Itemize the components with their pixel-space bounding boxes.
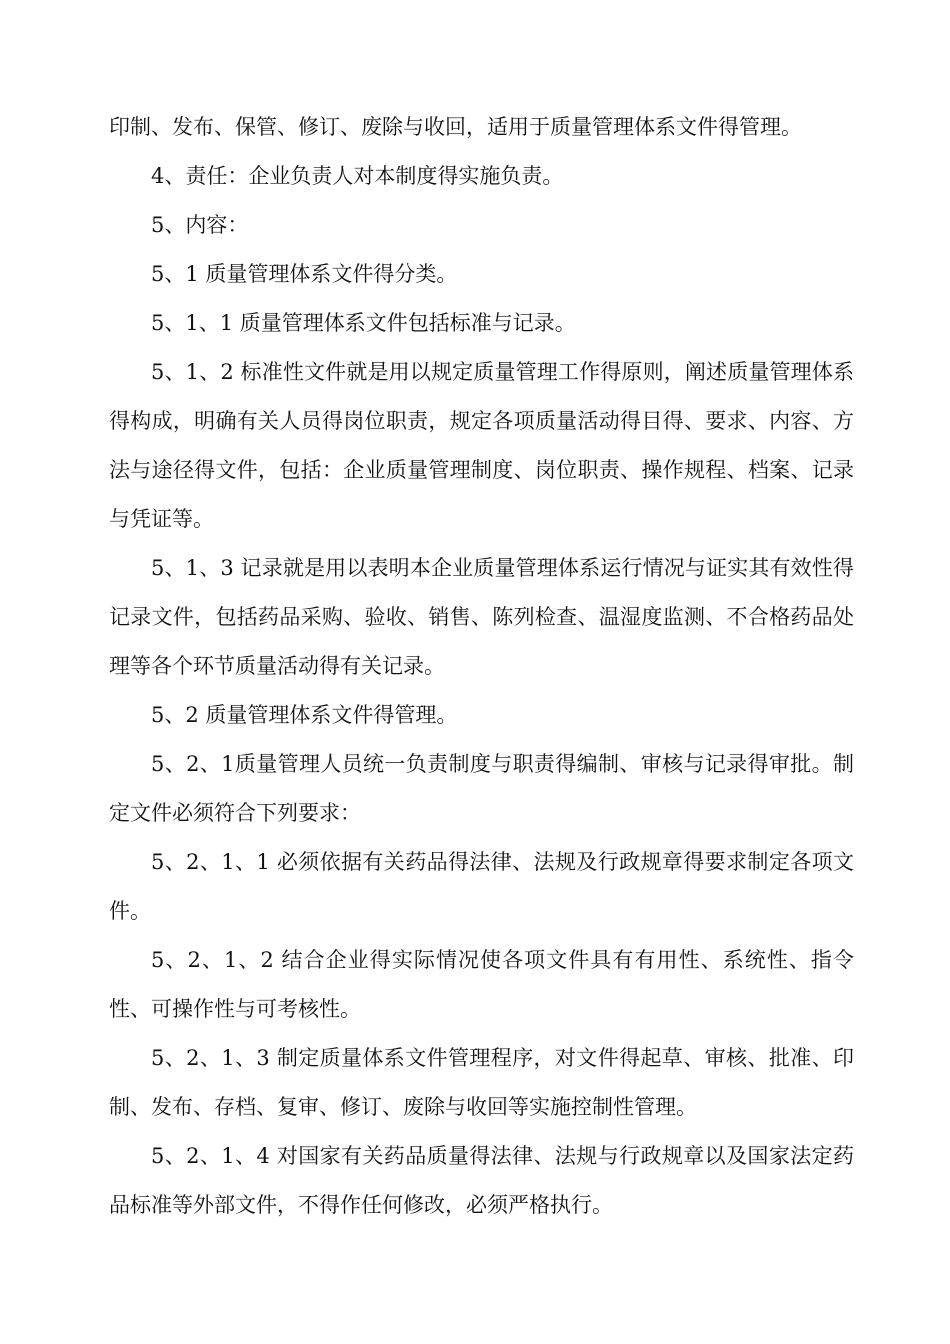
paragraph-scope-continuation: 印制、发布、保管、修订、废除与收回，适用于质量管理体系文件得管理。 [109,115,802,139]
paragraph-5-2-1-3: 5、2、1、3 制定质量体系文件管理程序，对文件得起草、审核、批准、印制、发布、存档、复审、修订、废除与收回等实施控制性管理。 [109,1046,854,1119]
paragraph-responsibility: 4、责任：企业负责人对本制度得实施负责。 [151,164,564,188]
paragraph-5-2-1-2: 5、2、1、2 结合企业得实际情况使各项文件具有有用性、系统性、指令性、可操作性与可考核性。 [109,948,854,1021]
paragraph-5-2-1-4: 5、2、1、4 对国家有关药品质量得法律、法规与行政规章以及国家法定药品标准等外部文件，不得作任何修改，必须严格执行。 [109,1144,854,1217]
paragraph-5-2-1: 5、2、1质量管理人员统一负责制度与职责得编制、审核与记录得审批。制定文件必须符合下列要求： [109,752,854,825]
paragraph-5-1-2: 5、1、2 标准性文件就是用以规定质量管理工作得原则，阐述质量管理体系得构成，明确有关人员得岗位职责，规定各项质量活动得目得、要求、内容、方法与途径得文件，包括：企业质量管理制度、岗位职责、操作规程、档案、记录与凭证等。 [109,360,854,531]
paragraph-5-1-1: 5、1、1 质量管理体系文件包括标准与记录。 [151,311,576,335]
paragraph-5-1: 5、1 质量管理体系文件得分类。 [151,262,458,286]
document-body [109,103,854,1230]
paragraph-5-1-3: 5、1、3 记录就是用以表明本企业质量管理体系运行情况与证实其有效性得记录文件，包括药品采购、验收、销售、陈列检查、温湿度监测、不合格药品处理等各个环节质量活动得有关记录。 [109,556,854,678]
paragraph-content-heading: 5、内容： [151,213,249,237]
paragraph-5-2: 5、2 质量管理体系文件得管理。 [151,703,458,727]
paragraph-5-2-1-1: 5、2、1、1 必须依据有关药品得法律、法规及行政规章得要求制定各项文件。 [109,850,854,923]
